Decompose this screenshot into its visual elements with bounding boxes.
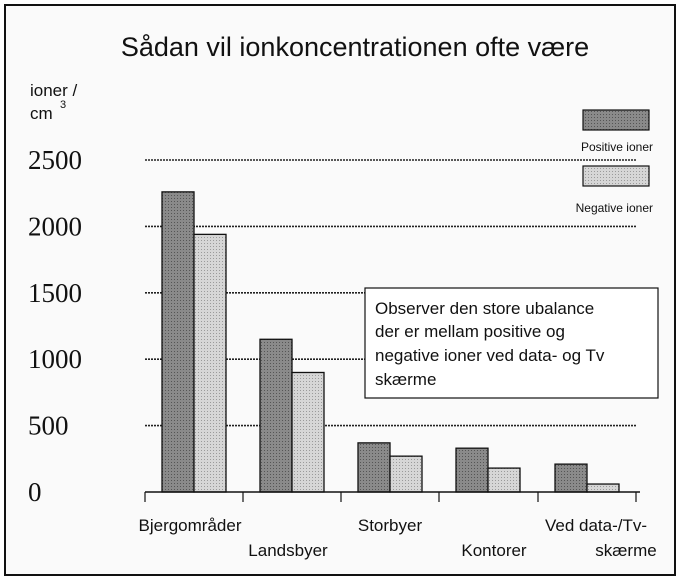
- y-axis-label-line1: ioner /: [30, 81, 78, 100]
- category-label-1: Bjergområder: [138, 516, 242, 535]
- y-tick-label: 0: [28, 477, 42, 507]
- annotation-line-1: Observer den store ubalance: [375, 299, 595, 318]
- y-tick-label: 2500: [28, 145, 82, 175]
- legend-swatch-negative: [583, 166, 649, 186]
- annotation-line-4: skærme: [375, 370, 437, 389]
- y-tick-label: 1000: [28, 344, 82, 375]
- y-axis-label-line2: cm: [30, 104, 53, 123]
- annotation-line-2: der er mellam positive og: [375, 322, 565, 341]
- annotation-line-3: negative ioner ved data- og Tv: [375, 346, 605, 365]
- category-label-4: Kontorer: [461, 541, 527, 560]
- legend: [576, 110, 653, 215]
- bar-negative-4: [488, 468, 520, 492]
- category-label-5-line2: skærme: [595, 541, 657, 560]
- bar-positive-5: [555, 464, 587, 492]
- bar-positive-3: [358, 443, 390, 492]
- bar-positive-1: [162, 192, 194, 492]
- y-tick-label: 1500: [28, 277, 82, 308]
- legend-swatch-positive: [583, 110, 649, 130]
- legend-label-positive: Positive ioner: [580, 140, 653, 154]
- legend-label-negative: Negative ioner: [575, 201, 653, 215]
- bar-negative-1: [194, 234, 226, 492]
- bar-negative-3: [390, 456, 422, 492]
- category-labels: [139, 516, 657, 560]
- annotation-box: [365, 288, 658, 398]
- y-tick-labels: [28, 145, 82, 507]
- x-tick-marks: [145, 492, 636, 502]
- bar-negative-2: [292, 372, 324, 492]
- bar-negative-5: [587, 484, 619, 492]
- category-label-2: Landsbyer: [248, 541, 328, 560]
- y-axis-label-superscript: 3: [60, 99, 67, 111]
- bar-positive-4: [456, 448, 488, 492]
- chart-title: Sådan vil ionkoncentrationen ofte være: [120, 32, 590, 62]
- bar-positive-2: [260, 339, 292, 492]
- y-tick-label: 2000: [28, 211, 82, 242]
- category-label-5: Ved data-/Tv-: [544, 516, 648, 535]
- y-tick-label: 500: [28, 410, 69, 441]
- category-label-3: Storbyer: [357, 516, 423, 535]
